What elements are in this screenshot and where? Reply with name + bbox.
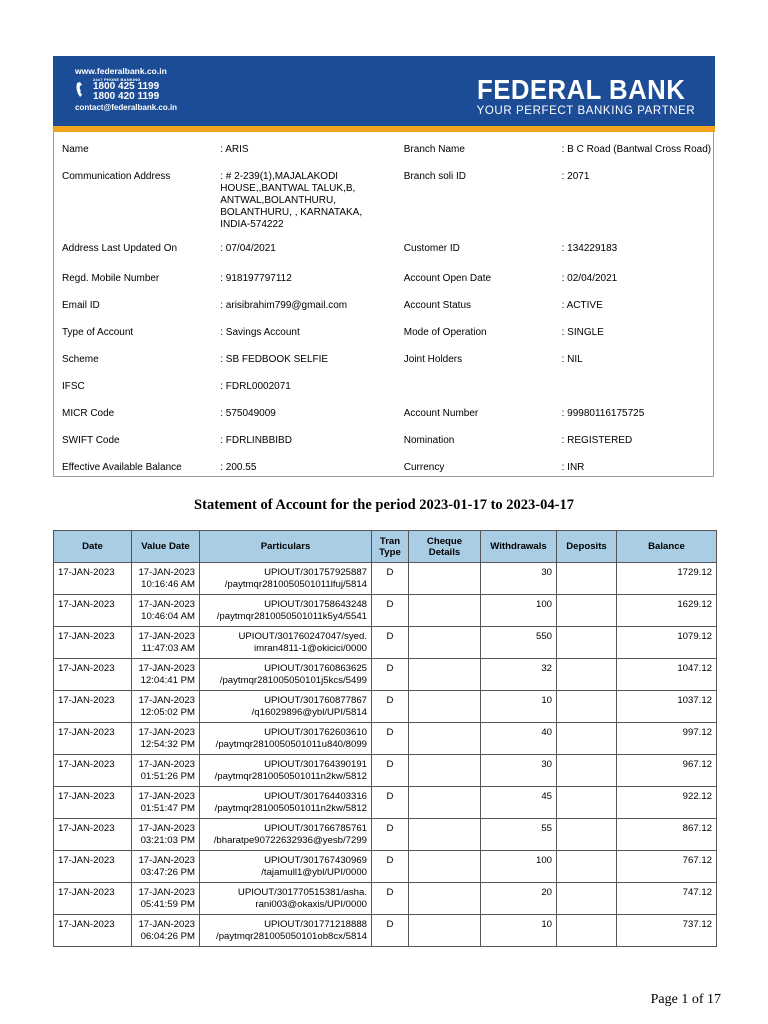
txn-date: 17-JAN-2023 — [54, 883, 132, 915]
status-label: Account Status — [403, 300, 472, 311]
customer-id-label: Customer ID — [403, 243, 460, 254]
txn-type: D — [372, 883, 409, 915]
col-header-tran-type: Tran Type — [372, 531, 409, 563]
branch-name-value: : B C Road (Bantwal Cross Road) — [561, 144, 712, 155]
txn-value-date: 17-JAN-2023 01:51:26 PM — [132, 755, 200, 787]
mode-value: : SINGLE — [561, 327, 604, 338]
account-type-label: Type of Account — [62, 327, 134, 338]
table-row — [54, 723, 717, 755]
name-label: Name — [62, 144, 89, 155]
txn-cheque — [409, 883, 481, 915]
mobile-value: : 918197797112 — [220, 273, 292, 284]
txn-withdrawal: 100 — [481, 851, 557, 883]
txn-particulars: UPIOUT/301760863625 /paytmqr281005050101j5kcs/5499 — [200, 659, 372, 691]
phone-number-2: 1800 420 1199 — [93, 91, 160, 102]
nomination-label: Nomination — [403, 435, 455, 446]
txn-withdrawal: 55 — [481, 819, 557, 851]
txn-date: 17-JAN-2023 — [54, 819, 132, 851]
name-value: : ARIS — [220, 144, 249, 155]
customer-id-value: : 134229183 — [561, 243, 618, 254]
txn-type: D — [372, 595, 409, 627]
txn-balance: 867.12 — [617, 819, 717, 851]
page-number: Page 1 of 17 — [650, 992, 721, 1007]
txn-value-date: 17-JAN-2023 12:05:02 PM — [132, 691, 200, 723]
txn-balance: 1037.12 — [617, 691, 717, 723]
scheme-value: : SB FEDBOOK SELFIE — [220, 354, 329, 365]
txn-value-date: 17-JAN-2023 10:46:04 AM — [132, 595, 200, 627]
address-value: : # 2-239(1),MAJALAKODI HOUSE,,BANTWAL TALUK,B, ANTWAL,BOLANTHURU, BOLANTHURU, , KARNATAKA, INDIA-574222 — [220, 171, 363, 230]
txn-date: 17-JAN-2023 — [54, 563, 132, 595]
txn-cheque — [409, 563, 481, 595]
col-header-particulars: Particulars — [200, 531, 372, 563]
txn-value-date: 17-JAN-2023 10:16:46 AM — [132, 563, 200, 595]
txn-cheque — [409, 659, 481, 691]
txn-cheque — [409, 723, 481, 755]
txn-particulars: UPIOUT/301766785761 /bharatpe90722632936@yesb/7299 — [200, 819, 372, 851]
txn-deposit — [557, 627, 617, 659]
txn-date: 17-JAN-2023 — [54, 755, 132, 787]
txn-type: D — [372, 851, 409, 883]
table-row — [54, 595, 717, 627]
ifsc-value: : FDRL0002071 — [220, 381, 291, 392]
mode-label: Mode of Operation — [403, 327, 487, 338]
txn-particulars: UPIOUT/301770515381/asha. rani003@okaxis/UPI/0000 — [200, 883, 372, 915]
joint-holders-value: : NIL — [561, 354, 583, 365]
phone-banking — [75, 77, 177, 102]
table-header-row — [54, 531, 717, 563]
txn-cheque — [409, 819, 481, 851]
txn-particulars: UPIOUT/301771218888 /paytmqr281005050101ob8cx/5814 — [200, 915, 372, 947]
table-row — [54, 755, 717, 787]
txn-balance: 997.12 — [617, 723, 717, 755]
mobile-label: Regd. Mobile Number — [62, 273, 160, 284]
txn-value-date: 17-JAN-2023 12:04:41 PM — [132, 659, 200, 691]
contact-block — [75, 66, 177, 113]
txn-deposit — [557, 787, 617, 819]
txn-value-date: 17-JAN-2023 06:04:26 PM — [132, 915, 200, 947]
txn-cheque — [409, 755, 481, 787]
bank-tagline: YOUR PERFECT BANKING PARTNER — [476, 105, 696, 117]
txn-type: D — [372, 787, 409, 819]
txn-withdrawal: 40 — [481, 723, 557, 755]
address-label: Communication Address — [62, 171, 171, 182]
currency-label: Currency — [403, 462, 445, 473]
phone-caption: 24x7 PHONE BANKING — [93, 77, 141, 82]
txn-date: 17-JAN-2023 — [54, 915, 132, 947]
txn-date: 17-JAN-2023 — [54, 659, 132, 691]
txn-particulars: UPIOUT/301760877867 /q16029896@ybl/UPI/5814 — [200, 691, 372, 723]
txn-balance: 967.12 — [617, 755, 717, 787]
txn-particulars: UPIOUT/301764390191 /paytmqr2810050501011n2kw/5812 — [200, 755, 372, 787]
account-number-label: Account Number — [403, 408, 479, 419]
bank-name: FEDERAL BANK — [476, 74, 685, 105]
branch-sol-label: Branch soli ID — [403, 171, 467, 182]
col-header-balance: Balance — [617, 531, 717, 563]
phone-number-1: 1800 425 1199 — [93, 81, 160, 92]
txn-date: 17-JAN-2023 — [54, 851, 132, 883]
txn-deposit — [557, 851, 617, 883]
txn-cheque — [409, 627, 481, 659]
txn-deposit — [557, 819, 617, 851]
table-row — [54, 883, 717, 915]
txn-type: D — [372, 915, 409, 947]
txn-deposit — [557, 915, 617, 947]
txn-particulars: UPIOUT/301760247047/syed. imran4811-1@okicici/0000 — [200, 627, 372, 659]
txn-deposit — [557, 595, 617, 627]
addr-updated-label: Address Last Updated On — [62, 243, 178, 254]
open-date-value: : 02/04/2021 — [561, 273, 618, 284]
txn-date: 17-JAN-2023 — [54, 691, 132, 723]
transactions-table — [53, 530, 717, 947]
txn-withdrawal: 20 — [481, 883, 557, 915]
col-header-deposits: Deposits — [557, 531, 617, 563]
txn-balance: 1729.12 — [617, 563, 717, 595]
branch-sol-value: : 2071 — [561, 171, 590, 182]
txn-particulars: UPIOUT/301757925887 /paytmqr2810050501011lfuj/5814 — [200, 563, 372, 595]
txn-balance: 922.12 — [617, 787, 717, 819]
txn-balance: 1629.12 — [617, 595, 717, 627]
nomination-value: : REGISTERED — [561, 435, 633, 446]
txn-deposit — [557, 659, 617, 691]
txn-deposit — [557, 723, 617, 755]
txn-withdrawal: 550 — [481, 627, 557, 659]
phone-icon — [75, 81, 88, 99]
currency-value: : INR — [561, 462, 585, 473]
balance-value: : 200.55 — [220, 462, 257, 473]
table-row — [54, 787, 717, 819]
txn-value-date: 17-JAN-2023 01:51:47 PM — [132, 787, 200, 819]
joint-holders-label: Joint Holders — [403, 354, 463, 365]
txn-value-date: 17-JAN-2023 03:21:03 PM — [132, 819, 200, 851]
txn-date: 17-JAN-2023 — [54, 787, 132, 819]
txn-deposit — [557, 563, 617, 595]
contact-email[interactable]: contact@federalbank.co.in — [75, 103, 178, 112]
txn-type: D — [372, 659, 409, 691]
table-row — [54, 819, 717, 851]
swift-value: : FDRLINBBIBD — [220, 435, 292, 446]
account-type-value: : Savings Account — [220, 327, 300, 338]
col-header-cheque: Cheque Details — [409, 531, 481, 563]
txn-cheque — [409, 851, 481, 883]
open-date-label: Account Open Date — [403, 273, 492, 284]
bank-logo — [477, 76, 703, 117]
txn-type: D — [372, 627, 409, 659]
branch-name-label: Branch Name — [403, 144, 465, 155]
txn-cheque — [409, 595, 481, 627]
table-row — [54, 659, 717, 691]
txn-deposit — [557, 883, 617, 915]
email-label: Email ID — [62, 300, 100, 311]
table-row — [54, 915, 717, 947]
txn-date: 17-JAN-2023 — [54, 723, 132, 755]
txn-balance: 767.12 — [617, 851, 717, 883]
col-header-withdrawals: Withdrawals — [481, 531, 557, 563]
txn-date: 17-JAN-2023 — [54, 595, 132, 627]
txn-type: D — [372, 691, 409, 723]
account-number-value: : 99980116175725 — [561, 408, 645, 419]
txn-withdrawal: 100 — [481, 595, 557, 627]
micr-value: : 575049009 — [220, 408, 276, 419]
txn-balance: 1047.12 — [617, 659, 717, 691]
email-value: : arisibrahim799@gmail.com — [220, 300, 348, 311]
txn-withdrawal: 10 — [481, 915, 557, 947]
table-row — [54, 563, 717, 595]
scheme-label: Scheme — [62, 354, 99, 365]
txn-deposit — [557, 755, 617, 787]
col-header-date: Date — [54, 531, 132, 563]
addr-updated-value: : 07/04/2021 — [220, 243, 276, 254]
table-row — [54, 691, 717, 723]
txn-particulars: UPIOUT/301758643248 /paytmqr2810050501011k5y4/5541 — [200, 595, 372, 627]
swift-label: SWIFT Code — [62, 435, 120, 446]
account-info-box — [53, 132, 714, 477]
account-info-table — [54, 132, 713, 474]
txn-type: D — [372, 723, 409, 755]
txn-value-date: 17-JAN-2023 11:47:03 AM — [132, 627, 200, 659]
statement-title: Statement of Account for the period 2023-01-17 to 2023-04-17 — [194, 497, 574, 513]
txn-balance: 747.12 — [617, 883, 717, 915]
txn-value-date: 17-JAN-2023 05:41:59 PM — [132, 883, 200, 915]
micr-label: MICR Code — [62, 408, 115, 419]
website-link[interactable]: www.federalbank.co.in — [75, 66, 167, 76]
txn-value-date: 17-JAN-2023 03:47:26 PM — [132, 851, 200, 883]
txn-balance: 1079.12 — [617, 627, 717, 659]
txn-particulars: UPIOUT/301767430969 /tajamull1@ybl/UPI/0000 — [200, 851, 372, 883]
table-row — [54, 851, 717, 883]
txn-date: 17-JAN-2023 — [54, 627, 132, 659]
txn-withdrawal: 30 — [481, 563, 557, 595]
txn-withdrawal: 32 — [481, 659, 557, 691]
txn-type: D — [372, 563, 409, 595]
txn-type: D — [372, 819, 409, 851]
bank-banner — [53, 56, 715, 126]
table-row — [54, 627, 717, 659]
txn-cheque — [409, 915, 481, 947]
txn-withdrawal: 45 — [481, 787, 557, 819]
txn-withdrawal: 30 — [481, 755, 557, 787]
txn-particulars: UPIOUT/301762603610 /paytmqr2810050501011u840/8099 — [200, 723, 372, 755]
txn-type: D — [372, 755, 409, 787]
status-value: : ACTIVE — [561, 300, 603, 311]
balance-label: Effective Available Balance — [62, 462, 182, 473]
txn-deposit — [557, 691, 617, 723]
ifsc-label: IFSC — [62, 381, 85, 392]
txn-balance: 737.12 — [617, 915, 717, 947]
txn-particulars: UPIOUT/301764403316 /paytmqr2810050501011n2kw/5812 — [200, 787, 372, 819]
txn-cheque — [409, 691, 481, 723]
col-header-value-date: Value Date — [132, 531, 200, 563]
txn-withdrawal: 10 — [481, 691, 557, 723]
txn-cheque — [409, 787, 481, 819]
txn-value-date: 17-JAN-2023 12:54:32 PM — [132, 723, 200, 755]
